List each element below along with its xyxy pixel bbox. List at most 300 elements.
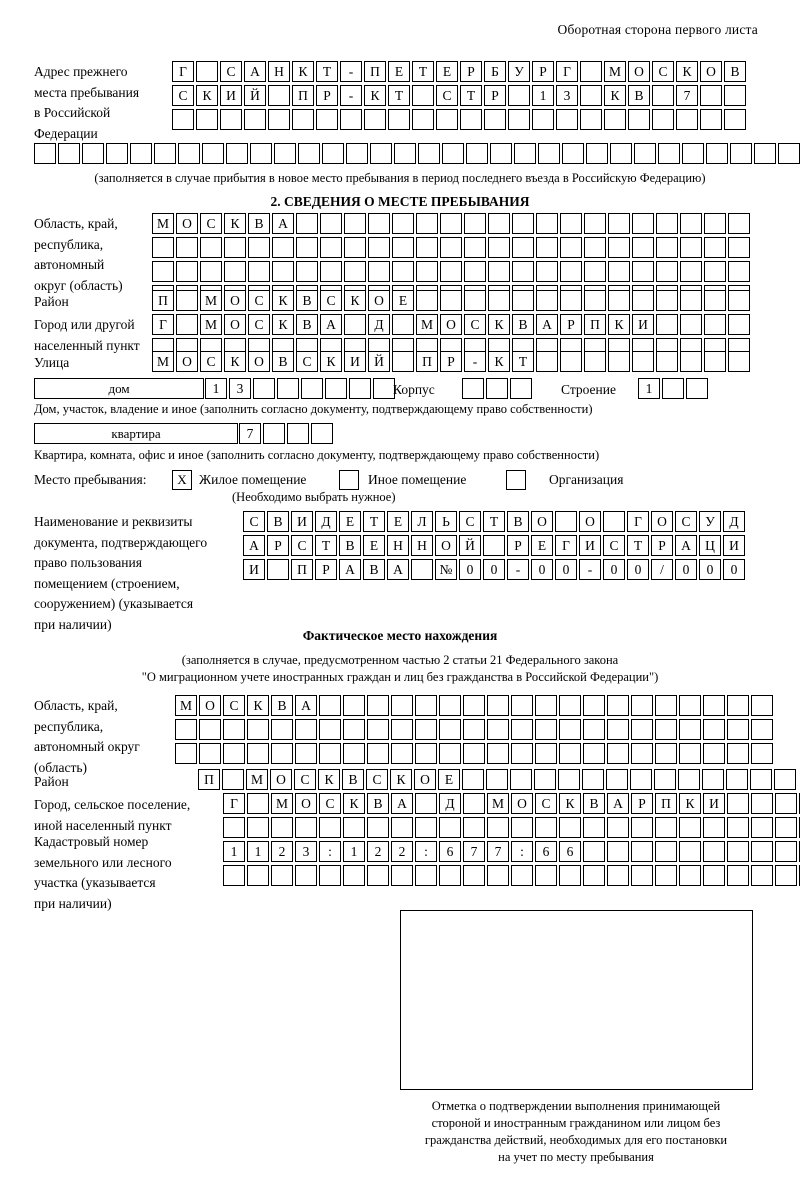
- prev-address-cell[interactable]: [628, 109, 650, 130]
- cadastre-cell[interactable]: [655, 865, 677, 886]
- stroenie-cell[interactable]: [686, 378, 708, 399]
- actual-region-cell[interactable]: [535, 695, 557, 716]
- actual-region-cell[interactable]: [679, 743, 701, 764]
- prev-address-cell[interactable]: [322, 143, 344, 164]
- prev-address-cell[interactable]: С: [436, 85, 458, 106]
- cadastre-cell[interactable]: [703, 841, 725, 862]
- section2-city-cell[interactable]: С: [464, 314, 486, 335]
- actual-city-cell[interactable]: В: [367, 793, 389, 814]
- doc-cell[interactable]: О: [435, 535, 457, 556]
- section2-region-cell[interactable]: [560, 261, 582, 282]
- doc-cell[interactable]: С: [459, 511, 481, 532]
- prev-address-cell[interactable]: [460, 109, 482, 130]
- prev-address-cell[interactable]: [268, 109, 290, 130]
- section2-region-cell[interactable]: [152, 237, 174, 258]
- doc-cell[interactable]: В: [267, 511, 289, 532]
- prev-address-cell[interactable]: [706, 143, 728, 164]
- cadastre-cell[interactable]: [607, 841, 629, 862]
- actual-city-cell[interactable]: [751, 793, 773, 814]
- section2-region-cell[interactable]: [320, 213, 342, 234]
- section2-city-cell[interactable]: [392, 314, 414, 335]
- section2-district-cell[interactable]: К: [344, 290, 366, 311]
- prev-address-cell[interactable]: 1: [532, 85, 554, 106]
- section2-street-cell[interactable]: [704, 351, 726, 372]
- cadastre-cell[interactable]: 7: [463, 841, 485, 862]
- prev-address-cell[interactable]: [778, 143, 800, 164]
- actual-city-cell[interactable]: [463, 817, 485, 838]
- section2-region-cell[interactable]: [200, 237, 222, 258]
- actual-region-cell[interactable]: [631, 719, 653, 740]
- actual-region-cell[interactable]: [367, 719, 389, 740]
- prev-address-cell[interactable]: [172, 109, 194, 130]
- actual-district-cell[interactable]: [582, 769, 604, 790]
- actual-region-cell[interactable]: [391, 695, 413, 716]
- actual-region-cell[interactable]: [511, 695, 533, 716]
- prev-address-cell[interactable]: [226, 143, 248, 164]
- doc-cell[interactable]: -: [579, 559, 601, 580]
- section2-region-cell[interactable]: [536, 237, 558, 258]
- prev-address-cell[interactable]: 7: [676, 85, 698, 106]
- prev-address-cell[interactable]: [412, 85, 434, 106]
- section2-region-cell[interactable]: [296, 213, 318, 234]
- section2-district-cell[interactable]: [416, 290, 438, 311]
- prev-address-cell[interactable]: [130, 143, 152, 164]
- prev-address-cell[interactable]: [34, 143, 56, 164]
- actual-region-cell[interactable]: [487, 719, 509, 740]
- actual-district-cell[interactable]: К: [390, 769, 412, 790]
- section2-city-cell[interactable]: В: [296, 314, 318, 335]
- cadastre-cell[interactable]: [559, 865, 581, 886]
- cadastre-cell[interactable]: 1: [223, 841, 245, 862]
- prev-address-cell[interactable]: [196, 61, 218, 82]
- section2-region-cell[interactable]: [584, 261, 606, 282]
- section2-district-cell[interactable]: С: [248, 290, 270, 311]
- cadastre-cell[interactable]: [775, 841, 797, 862]
- actual-region-cell[interactable]: М: [175, 695, 197, 716]
- house-cell[interactable]: [325, 378, 347, 399]
- flat-cell[interactable]: [287, 423, 309, 444]
- section2-region-cell[interactable]: А: [272, 213, 294, 234]
- actual-district-cell[interactable]: [606, 769, 628, 790]
- doc-cell[interactable]: Н: [411, 535, 433, 556]
- actual-region-cell[interactable]: [583, 743, 605, 764]
- prev-address-cell[interactable]: [436, 109, 458, 130]
- actual-region-cell[interactable]: [223, 719, 245, 740]
- cadastre-cell[interactable]: [487, 865, 509, 886]
- doc-cell[interactable]: П: [291, 559, 313, 580]
- prev-address-cell[interactable]: Г: [172, 61, 194, 82]
- section2-street-cell[interactable]: [632, 351, 654, 372]
- actual-city-cell[interactable]: К: [559, 793, 581, 814]
- actual-region-cell[interactable]: [391, 719, 413, 740]
- prev-address-cell[interactable]: С: [220, 61, 242, 82]
- prev-address-cell[interactable]: Г: [556, 61, 578, 82]
- prev-address-cell[interactable]: [316, 109, 338, 130]
- section2-region-cell[interactable]: [368, 261, 390, 282]
- section2-region-cell[interactable]: [200, 261, 222, 282]
- korpus-cell[interactable]: [510, 378, 532, 399]
- prev-address-cell[interactable]: [442, 143, 464, 164]
- section2-street-cell[interactable]: В: [272, 351, 294, 372]
- doc-cell[interactable]: 0: [483, 559, 505, 580]
- section2-region-cell[interactable]: С: [200, 213, 222, 234]
- section2-district-cell[interactable]: [656, 290, 678, 311]
- section2-district-cell[interactable]: [584, 290, 606, 311]
- actual-region-cell[interactable]: [607, 719, 629, 740]
- prev-address-cell[interactable]: [370, 143, 392, 164]
- actual-city-cell[interactable]: [487, 817, 509, 838]
- actual-region-cell[interactable]: [655, 743, 677, 764]
- section2-region-cell[interactable]: [320, 261, 342, 282]
- actual-region-cell[interactable]: [727, 719, 749, 740]
- section2-street-cell[interactable]: [728, 351, 750, 372]
- cadastre-cell[interactable]: [751, 841, 773, 862]
- cadastre-cell[interactable]: [655, 841, 677, 862]
- section2-city-cell[interactable]: Р: [560, 314, 582, 335]
- prev-address-cell[interactable]: -: [340, 85, 362, 106]
- actual-district-cell[interactable]: [750, 769, 772, 790]
- prev-address-cell[interactable]: [508, 109, 530, 130]
- actual-city-cell[interactable]: [319, 817, 341, 838]
- prev-address-cell[interactable]: О: [700, 61, 722, 82]
- doc-cell[interactable]: Д: [723, 511, 745, 532]
- actual-region-cell[interactable]: [439, 743, 461, 764]
- prev-address-cell[interactable]: [466, 143, 488, 164]
- actual-region-cell[interactable]: [223, 743, 245, 764]
- prev-address-cell[interactable]: К: [292, 61, 314, 82]
- section2-district-cell[interactable]: О: [368, 290, 390, 311]
- actual-region-cell[interactable]: [703, 695, 725, 716]
- section2-region-cell[interactable]: [584, 213, 606, 234]
- actual-region-cell[interactable]: [727, 743, 749, 764]
- actual-city-cell[interactable]: С: [535, 793, 557, 814]
- house-cell[interactable]: [349, 378, 371, 399]
- section2-region-cell[interactable]: К: [224, 213, 246, 234]
- actual-region-cell[interactable]: [463, 719, 485, 740]
- prev-address-cell[interactable]: [178, 143, 200, 164]
- section2-region-cell[interactable]: [704, 261, 726, 282]
- doc-cell[interactable]: 0: [603, 559, 625, 580]
- korpus-cell[interactable]: [486, 378, 508, 399]
- doc-cell[interactable]: Р: [315, 559, 337, 580]
- prev-address-cell[interactable]: В: [628, 85, 650, 106]
- actual-region-cell[interactable]: [175, 743, 197, 764]
- section2-street-cell[interactable]: [656, 351, 678, 372]
- section2-region-cell[interactable]: [464, 237, 486, 258]
- prev-address-cell[interactable]: [292, 109, 314, 130]
- house-cell[interactable]: 1: [205, 378, 227, 399]
- section2-city-cell[interactable]: [344, 314, 366, 335]
- cadastre-cell[interactable]: :: [511, 841, 533, 862]
- actual-region-cell[interactable]: [415, 743, 437, 764]
- prev-address-cell[interactable]: Р: [460, 61, 482, 82]
- actual-region-cell[interactable]: [751, 695, 773, 716]
- doc-cell[interactable]: А: [675, 535, 697, 556]
- section2-region-cell[interactable]: [680, 261, 702, 282]
- actual-city-cell[interactable]: [727, 793, 749, 814]
- section2-district-cell[interactable]: М: [200, 290, 222, 311]
- actual-region-cell[interactable]: [343, 743, 365, 764]
- checkbox-organization[interactable]: [506, 470, 526, 490]
- doc-cell[interactable]: 0: [699, 559, 721, 580]
- section2-city-cell[interactable]: К: [488, 314, 510, 335]
- prev-address-cell[interactable]: Т: [412, 61, 434, 82]
- actual-region-cell[interactable]: [583, 719, 605, 740]
- actual-region-cell[interactable]: [631, 695, 653, 716]
- actual-region-cell[interactable]: [631, 743, 653, 764]
- section2-district-cell[interactable]: В: [296, 290, 318, 311]
- cadastre-cell[interactable]: [295, 865, 317, 886]
- actual-district-cell[interactable]: В: [342, 769, 364, 790]
- actual-district-cell[interactable]: М: [246, 769, 268, 790]
- section2-region-cell[interactable]: [344, 213, 366, 234]
- actual-region-cell[interactable]: [559, 719, 581, 740]
- actual-region-cell[interactable]: [655, 695, 677, 716]
- actual-city-cell[interactable]: [655, 817, 677, 838]
- prev-address-cell[interactable]: [730, 143, 752, 164]
- section2-city-cell[interactable]: [680, 314, 702, 335]
- section2-region-cell[interactable]: [512, 237, 534, 258]
- actual-district-cell[interactable]: [486, 769, 508, 790]
- actual-region-cell[interactable]: К: [247, 695, 269, 716]
- actual-city-cell[interactable]: [775, 817, 797, 838]
- actual-region-cell[interactable]: [487, 743, 509, 764]
- prev-address-cell[interactable]: Е: [388, 61, 410, 82]
- actual-district-cell[interactable]: О: [414, 769, 436, 790]
- prev-address-cell[interactable]: [58, 143, 80, 164]
- doc-cell[interactable]: [411, 559, 433, 580]
- cadastre-cell[interactable]: [223, 865, 245, 886]
- section2-street-cell[interactable]: О: [176, 351, 198, 372]
- section2-district-cell[interactable]: С: [320, 290, 342, 311]
- stay-type-option-residential-checkbox[interactable]: [172, 470, 192, 490]
- korpus-cell[interactable]: [462, 378, 484, 399]
- section2-district-cell[interactable]: [680, 290, 702, 311]
- house-cell[interactable]: [301, 378, 323, 399]
- cadastre-cell[interactable]: [679, 865, 701, 886]
- section2-region-cell[interactable]: [392, 237, 414, 258]
- prev-address-cell[interactable]: [508, 85, 530, 106]
- doc-cell[interactable]: В: [363, 559, 385, 580]
- section2-street-cell[interactable]: П: [416, 351, 438, 372]
- section2-region-cell[interactable]: [512, 213, 534, 234]
- prev-address-cell[interactable]: К: [604, 85, 626, 106]
- doc-cell[interactable]: 0: [627, 559, 649, 580]
- actual-district-cell[interactable]: [678, 769, 700, 790]
- section2-district-cell[interactable]: [176, 290, 198, 311]
- actual-region-cell[interactable]: [607, 695, 629, 716]
- cadastre-cell[interactable]: [415, 865, 437, 886]
- section2-region-cell[interactable]: [272, 261, 294, 282]
- actual-region-cell[interactable]: [295, 743, 317, 764]
- section2-street-cell[interactable]: [392, 351, 414, 372]
- prev-address-cell[interactable]: О: [628, 61, 650, 82]
- section2-region-cell[interactable]: [176, 237, 198, 258]
- actual-region-cell[interactable]: [247, 743, 269, 764]
- actual-district-cell[interactable]: [558, 769, 580, 790]
- section2-district-cell[interactable]: К: [272, 290, 294, 311]
- cadastre-cell[interactable]: 6: [559, 841, 581, 862]
- section2-region-cell[interactable]: [656, 213, 678, 234]
- doc-cell[interactable]: О: [579, 511, 601, 532]
- cadastre-cell[interactable]: 6: [535, 841, 557, 862]
- prev-address-cell[interactable]: М: [604, 61, 626, 82]
- section2-street-cell[interactable]: Р: [440, 351, 462, 372]
- doc-cell[interactable]: И: [243, 559, 265, 580]
- cadastre-cell[interactable]: [727, 865, 749, 886]
- prev-address-cell[interactable]: [724, 85, 746, 106]
- actual-city-cell[interactable]: [391, 817, 413, 838]
- prev-address-cell[interactable]: В: [724, 61, 746, 82]
- section2-city-cell[interactable]: В: [512, 314, 534, 335]
- prev-address-cell[interactable]: [682, 143, 704, 164]
- prev-address-cell[interactable]: 3: [556, 85, 578, 106]
- doc-cell[interactable]: В: [339, 535, 361, 556]
- actual-city-cell[interactable]: [367, 817, 389, 838]
- cadastre-cell[interactable]: :: [415, 841, 437, 862]
- prev-address-cell[interactable]: С: [172, 85, 194, 106]
- doc-cell[interactable]: Г: [627, 511, 649, 532]
- section2-street-cell[interactable]: К: [224, 351, 246, 372]
- doc-cell[interactable]: Ц: [699, 535, 721, 556]
- section2-region-cell[interactable]: [704, 213, 726, 234]
- stamp-area-box[interactable]: [400, 910, 753, 1090]
- section2-region-cell[interactable]: [344, 261, 366, 282]
- prev-address-cell[interactable]: -: [340, 61, 362, 82]
- section2-region-cell[interactable]: [272, 237, 294, 258]
- section2-region-cell[interactable]: [728, 261, 750, 282]
- doc-cell[interactable]: 0: [555, 559, 577, 580]
- prev-address-cell[interactable]: [340, 109, 362, 130]
- cadastre-cell[interactable]: [439, 865, 461, 886]
- prev-address-cell[interactable]: У: [508, 61, 530, 82]
- stay-type-option-other-checkbox[interactable]: [339, 470, 359, 490]
- actual-region-cell[interactable]: [319, 743, 341, 764]
- actual-city-cell[interactable]: М: [271, 793, 293, 814]
- prev-address-cell[interactable]: Т: [388, 85, 410, 106]
- prev-address-cell[interactable]: Т: [316, 61, 338, 82]
- doc-cell[interactable]: И: [291, 511, 313, 532]
- actual-city-cell[interactable]: [511, 817, 533, 838]
- actual-city-cell[interactable]: [415, 817, 437, 838]
- section2-region-cell[interactable]: В: [248, 213, 270, 234]
- cadastre-cell[interactable]: [583, 841, 605, 862]
- cadastre-cell[interactable]: [463, 865, 485, 886]
- section2-street-cell[interactable]: [560, 351, 582, 372]
- section2-region-cell[interactable]: [584, 237, 606, 258]
- prev-address-cell[interactable]: [580, 61, 602, 82]
- cadastre-cell[interactable]: [631, 865, 653, 886]
- section2-street-cell[interactable]: К: [488, 351, 510, 372]
- actual-city-cell[interactable]: Р: [631, 793, 653, 814]
- section2-region-cell[interactable]: [656, 237, 678, 258]
- cadastre-cell[interactable]: 2: [367, 841, 389, 862]
- cadastre-cell[interactable]: 2: [271, 841, 293, 862]
- section2-region-cell[interactable]: [320, 237, 342, 258]
- section2-region-cell[interactable]: [560, 237, 582, 258]
- doc-cell[interactable]: Л: [411, 511, 433, 532]
- actual-region-cell[interactable]: А: [295, 695, 317, 716]
- doc-cell[interactable]: Е: [531, 535, 553, 556]
- actual-city-cell[interactable]: [439, 817, 461, 838]
- actual-city-cell[interactable]: [247, 817, 269, 838]
- section2-region-cell[interactable]: [728, 237, 750, 258]
- section2-region-cell[interactable]: [464, 213, 486, 234]
- doc-cell[interactable]: Й: [459, 535, 481, 556]
- prev-address-cell[interactable]: [562, 143, 584, 164]
- actual-city-cell[interactable]: Г: [223, 793, 245, 814]
- actual-region-cell[interactable]: [511, 719, 533, 740]
- doc-cell[interactable]: [555, 511, 577, 532]
- cadastre-cell[interactable]: [679, 841, 701, 862]
- actual-region-cell[interactable]: [487, 695, 509, 716]
- section2-region-cell[interactable]: [704, 237, 726, 258]
- section2-street-cell[interactable]: О: [248, 351, 270, 372]
- doc-cell[interactable]: -: [507, 559, 529, 580]
- actual-region-cell[interactable]: [367, 743, 389, 764]
- cadastre-cell[interactable]: [367, 865, 389, 886]
- actual-city-cell[interactable]: [223, 817, 245, 838]
- actual-region-cell[interactable]: [535, 743, 557, 764]
- doc-cell[interactable]: [483, 535, 505, 556]
- section2-region-cell[interactable]: [296, 261, 318, 282]
- prev-address-cell[interactable]: [154, 143, 176, 164]
- actual-city-cell[interactable]: П: [655, 793, 677, 814]
- prev-address-cell[interactable]: [202, 143, 224, 164]
- cadastre-cell[interactable]: 1: [343, 841, 365, 862]
- section2-region-cell[interactable]: [344, 237, 366, 258]
- doc-cell[interactable]: Т: [315, 535, 337, 556]
- actual-region-cell[interactable]: В: [271, 695, 293, 716]
- doc-cell[interactable]: О: [651, 511, 673, 532]
- section2-region-cell[interactable]: [440, 213, 462, 234]
- prev-address-cell[interactable]: [676, 109, 698, 130]
- prev-address-cell[interactable]: Н: [268, 61, 290, 82]
- checkbox-residential[interactable]: X: [172, 470, 192, 490]
- section2-city-cell[interactable]: [728, 314, 750, 335]
- section2-region-cell[interactable]: [632, 261, 654, 282]
- prev-address-cell[interactable]: И: [220, 85, 242, 106]
- actual-region-cell[interactable]: [559, 743, 581, 764]
- prev-address-cell[interactable]: [274, 143, 296, 164]
- cadastre-cell[interactable]: [703, 865, 725, 886]
- actual-city-cell[interactable]: О: [295, 793, 317, 814]
- section2-region-cell[interactable]: [368, 237, 390, 258]
- actual-city-cell[interactable]: [583, 817, 605, 838]
- section2-region-cell[interactable]: [560, 213, 582, 234]
- section2-city-cell[interactable]: [704, 314, 726, 335]
- stroenie-cell[interactable]: [662, 378, 684, 399]
- section2-city-cell[interactable]: О: [440, 314, 462, 335]
- section2-region-cell[interactable]: [656, 261, 678, 282]
- prev-address-cell[interactable]: [604, 109, 626, 130]
- doc-cell[interactable]: Д: [315, 511, 337, 532]
- actual-district-cell[interactable]: [702, 769, 724, 790]
- stay-type-option-org-checkbox[interactable]: [506, 470, 526, 490]
- prev-address-cell[interactable]: [580, 109, 602, 130]
- section2-region-cell[interactable]: [488, 261, 510, 282]
- cadastre-cell[interactable]: [319, 865, 341, 886]
- actual-region-cell[interactable]: [703, 719, 725, 740]
- section2-district-cell[interactable]: [704, 290, 726, 311]
- cadastre-cell[interactable]: [511, 865, 533, 886]
- prev-address-cell[interactable]: [700, 109, 722, 130]
- flat-cell[interactable]: [263, 423, 285, 444]
- section2-district-cell[interactable]: [560, 290, 582, 311]
- actual-city-cell[interactable]: Д: [439, 793, 461, 814]
- prev-address-cell[interactable]: [658, 143, 680, 164]
- house-cell[interactable]: [253, 378, 275, 399]
